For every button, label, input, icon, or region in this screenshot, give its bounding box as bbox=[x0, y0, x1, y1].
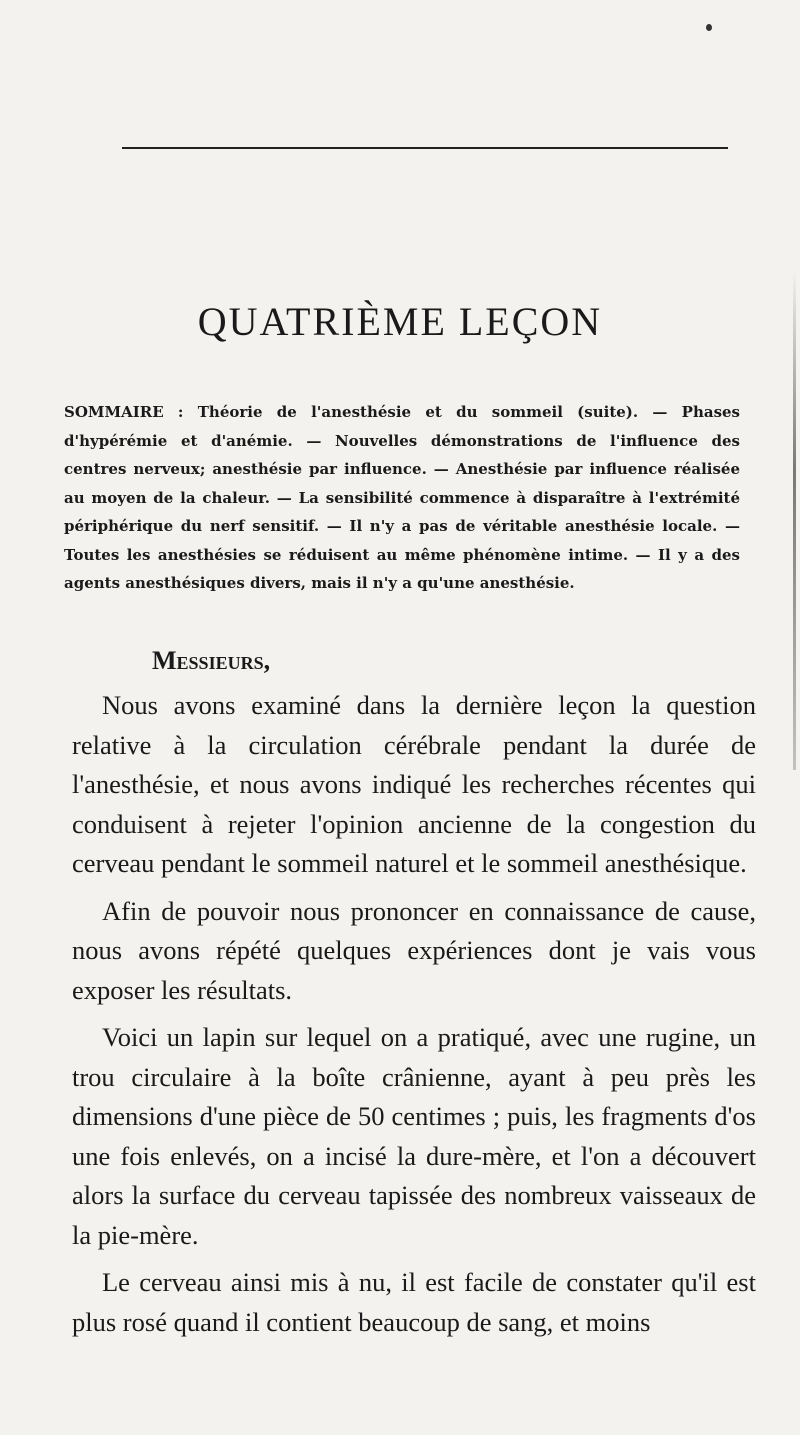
paragraph: Voici un lapin sur lequel on a pratiqué, avec une rugine, un trou circulaire à la boîte crânienne, ayant à peu près les dimensions d'une pièce de 50 centimes ; puis, les fragments d'os une fois enlevés, on a incisé la dure-mère, et l'on a découvert alors la surface du cerveau tapissée des nombreux vaisseaux de la pie-mère. bbox=[72, 1022, 756, 1250]
summary-text: Théorie de l'anesthésie et du sommeil (suite). — Phases d'hypérémie et d'anémie. — Nouvelles démonstrations de l'influence des centres nerveux; anesthésie par influence. — Anesthésie par influence réalisée au moyen de la chaleur. — La sensibilité commence à disparaître à l'extrémité périphérique du nerf sensitif. — Il n'y a pas de véritable anesthésie locale. — Toutes les anesthésies se réduisent au même phénomène intime. — Il y a des agents anesthésiques divers, mais il n'y a qu'une anesthésie. bbox=[64, 403, 741, 592]
summary-label: SOMMAIRE : bbox=[64, 403, 184, 421]
lesson-title: QUATRIÈME LEÇON bbox=[197, 299, 603, 344]
page-edge-shadow bbox=[793, 270, 796, 770]
paragraph: Le cerveau ainsi mis à nu, il est facile de constater qu'il est plus rosé quand il contient beaucoup de sang, et moins bbox=[72, 1267, 756, 1337]
ink-speck bbox=[706, 24, 712, 31]
body-text bbox=[72, 686, 756, 1350]
summary bbox=[64, 398, 740, 598]
paragraph: Nous avons examiné dans la dernière leçon la question relative à la circulation cérébrale pendant la durée de l'anesthésie, et nous avons indiqué les recherches récentes qui conduisent à rejeter l'opinion ancienne de la congestion du cerveau pendant le sommeil naturel et le sommeil anesthésique. bbox=[72, 690, 756, 878]
header-rule bbox=[122, 147, 728, 149]
paragraph: Afin de pouvoir nous prononcer en connaissance de cause, nous avons répété quelques expériences dont je vais vous exposer les résultats. bbox=[72, 895, 756, 1005]
salutation: Messieurs, bbox=[152, 646, 271, 675]
